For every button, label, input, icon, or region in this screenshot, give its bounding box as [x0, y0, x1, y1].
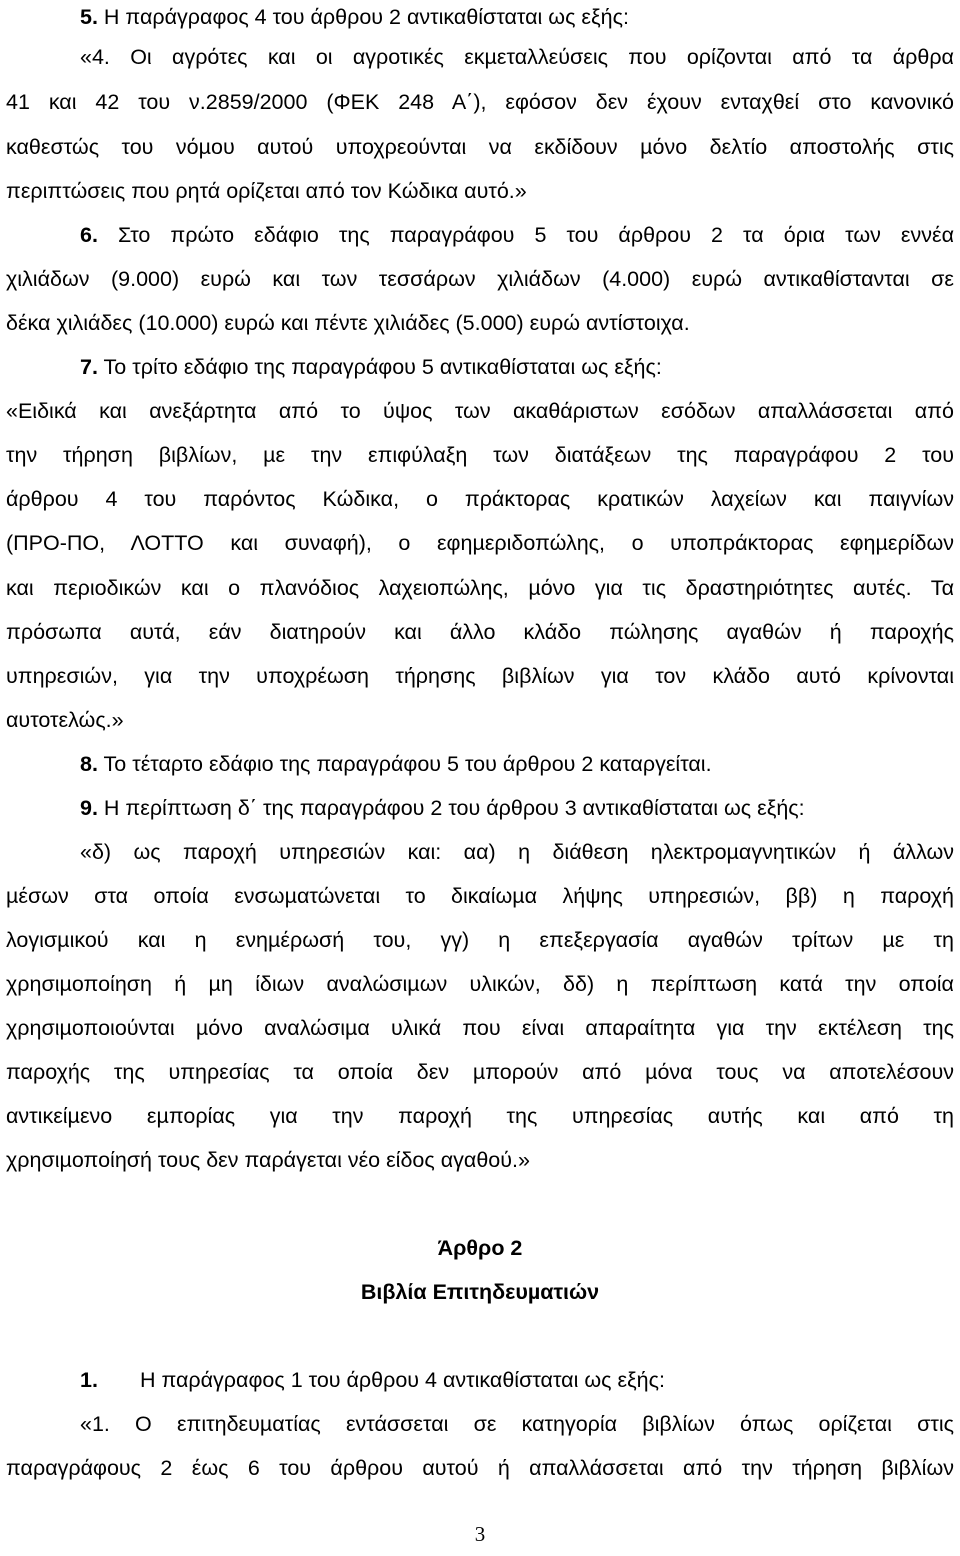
paragraph-line: «Ειδικά και ανεξάρτητα από το ύψος των ακαθάριστων εσόδων απαλλάσσεται από	[6, 399, 954, 423]
paragraph-line: «1. Ο επιτηδευµατίας εντάσσεται σε κατηγορία βιβλίων όπως ορίζεται στις	[80, 1412, 954, 1436]
paragraph-line: λογισµικού και η ενηµέρωσή του, γγ) η επεξεργασία αγαθών τρίτων µε τη	[6, 928, 954, 952]
paragraph-line: 7. Το τρίτο εδάφιο της παραγράφου 5 αντικαθίσταται ως εξής:	[80, 355, 662, 379]
paragraph-line: µέσων στα οποία ενσωµατώνεται το δικαίωµα λήψης υπηρεσιών, ββ) η παροχή	[6, 884, 954, 908]
paragraph-line: περιπτώσεις που ρητά ορίζεται από τον Κώδικα αυτό.»	[6, 179, 527, 203]
paragraph-line: παραγράφους 2 έως 6 του άρθρου αυτού ή απαλλάσσεται από την τήρηση βιβλίων	[6, 1456, 954, 1480]
paragraph-line: χρησιµοποίηση ή µη ίδιων αναλώσιµων υλικών, δδ) η περίπτωση κατά την οποία	[6, 972, 954, 996]
paragraph-line: καθεστώς του νόµου αυτού υποχρεούνται να εκδίδουν µόνο δελτίο αποστολής στις	[6, 135, 954, 159]
paragraph-line: 9. Η περίπτωση δ΄ της παραγράφου 2 του άρθρου 3 αντικαθίσταται ως εξής:	[80, 796, 805, 820]
paragraph-line: παροχής της υπηρεσίας τα οποία δεν µπορούν από µόνα τους να αποτελέσουν	[6, 1060, 954, 1084]
paragraph-line: χρησιµοποίησή τους δεν παράγεται νέο είδος αγαθού.»	[6, 1148, 530, 1172]
paragraph-line: (ΠΡΟ-ΠΟ, ΛΟΤΤΟ και συναφή), ο εφηµεριδοπώλης, ο υποπράκτορας εφηµερίδων	[6, 531, 954, 555]
paragraph-line: 41 και 42 του ν.2859/2000 (ΦΕΚ 248 Α΄), εφόσον δεν έχουν ενταχθεί στο κανονικό	[6, 90, 954, 114]
paragraph-line: δέκα χιλιάδες (10.000) ευρώ και πέντε χιλιάδες (5.000) ευρώ αντίστοιχα.	[6, 311, 690, 335]
article-subtitle: Βιβλία Επιτηδευµατιών	[360, 1280, 600, 1304]
paragraph-line: χιλιάδων (9.000) ευρώ και των τεσσάρων χιλιάδων (4.000) ευρώ αντικαθίστανται σε	[6, 267, 954, 291]
paragraph-line: 6. Στο πρώτο εδάφιο της παραγράφου 5 του άρθρου 2 τα όρια των εννέα	[80, 223, 954, 247]
paragraph-line: 8. Το τέταρτο εδάφιο της παραγράφου 5 του άρθρου 2 καταργείται.	[80, 752, 712, 776]
paragraph-line: και περιοδικών και ο πλανόδιος λαχειοπώλης, µόνο για τις δραστηριότητες αυτές. Τα	[6, 576, 954, 600]
paragraph-line: «δ) ως παροχή υπηρεσιών και: αα) η διάθεση ηλεκτροµαγνητικών ή άλλων	[80, 840, 954, 864]
paragraph-line: «4. Οι αγρότες και οι αγροτικές εκµεταλλεύσεις που ορίζονται από τα άρθρα	[80, 45, 954, 69]
paragraph-line: 1. Η παράγραφος 1 του άρθρου 4 αντικαθίσταται ως εξής:	[80, 1368, 665, 1392]
paragraph-line: πρόσωπα αυτά, εάν διατηρούν και άλλο κλάδο πώλησης αγαθών ή παροχής	[6, 620, 954, 644]
page-number: 3	[474, 1522, 486, 1546]
paragraph-line: αυτοτελώς.»	[6, 708, 124, 732]
paragraph-line: υπηρεσιών, για την υποχρέωση τήρησης βιβλίων για τον κλάδο αυτό κρίνονται	[6, 664, 954, 688]
article-title: Άρθρο 2	[437, 1236, 523, 1260]
paragraph-line: την τήρηση βιβλίων, µε την επιφύλαξη των διατάξεων της παραγράφου 2 του	[6, 443, 954, 467]
paragraph-line: χρησιµοποιούνται µόνο αναλώσιµα υλικά που είναι απαραίτητα για την εκτέλεση της	[6, 1016, 954, 1040]
paragraph-line: αντικείµενο εµπορίας για την παροχή της υπηρεσίας αυτής και από τη	[6, 1104, 954, 1128]
paragraph-line: 5. Η παράγραφος 4 του άρθρου 2 αντικαθίσταται ως εξής:	[80, 5, 629, 29]
paragraph-line: άρθρου 4 του παρόντος Κώδικα, ο πράκτορας κρατικών λαχείων και παιγνίων	[6, 487, 954, 511]
